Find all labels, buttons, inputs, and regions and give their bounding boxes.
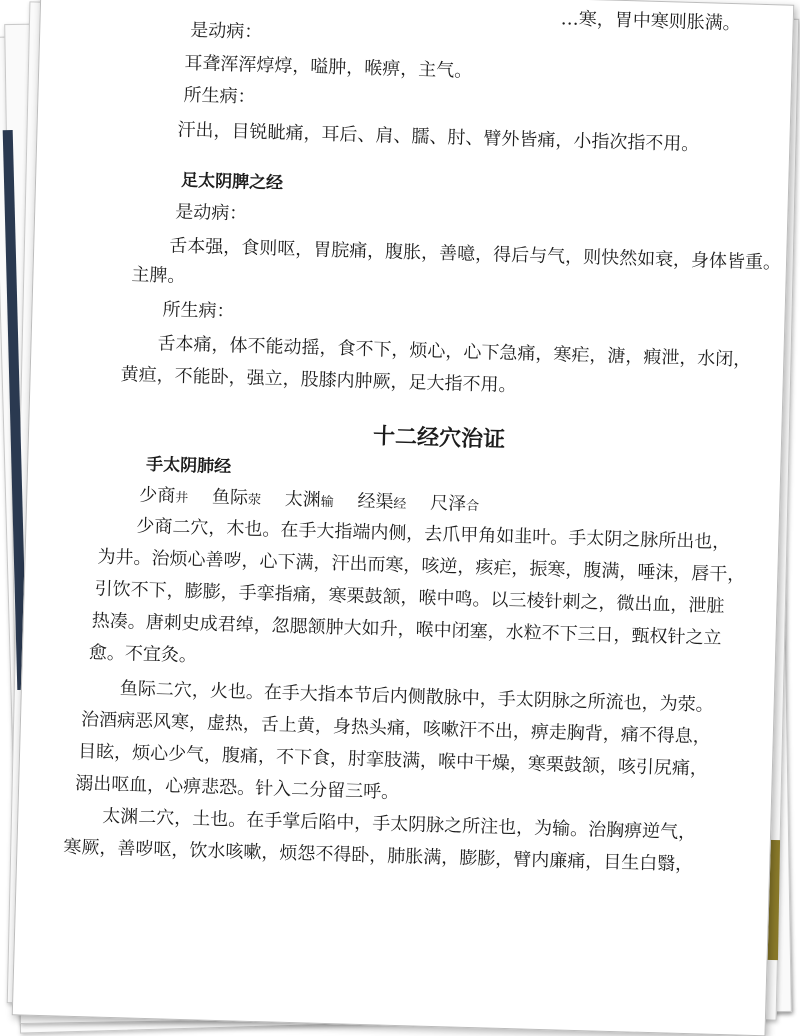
- suoshengbing-text-line: 舌本痛，体不能动摇，食不下，烦心，心下急痛，寒疟，溏，瘕泄，水闭，: [157, 333, 752, 371]
- paragraph-line: 目眩，烦心少气，腹痛，不下食，肘挛肢满，喉中干燥，寒栗鼓颔，咳引尻痛，: [77, 741, 709, 780]
- dongbing-text-line: 主脾。: [131, 264, 186, 287]
- book-page: [12, 0, 795, 1036]
- chapter-title: 十二经穴治证: [372, 424, 506, 453]
- paragraph-line: 寒厥，善哕呕，饮水咳嗽，烦怨不得卧，肺胀满，膨膨，臂内廉痛，目生白翳，: [63, 836, 694, 876]
- acupoint-item: 尺泽合: [429, 492, 480, 515]
- suoshengbing-text: 汗出，目锐眦痛，耳后、肩、臑、肘、臂外皆痛，小指次指不用。: [177, 119, 700, 156]
- acupoint-item: 鱼际荥: [211, 486, 262, 509]
- subheading-lung-meridian: 手太阴肺经: [145, 454, 232, 478]
- paragraph-line: 治酒病恶风寒，虚热，舌上黄，身热头痛，咳嗽汗不出，痹走胸背，痛不得息，: [80, 709, 712, 748]
- section-heading-spleen: 足太阴脾之经: [180, 170, 284, 194]
- dongbing-text: 耳聋浑浑焞焞，嗌肿，喉痹，主气。: [184, 52, 473, 82]
- paragraph-line: 为井。治烦心善哕，心下满，汗出而寒，咳逆，痎疟，振寒，腹满，唾沫，唇干，: [97, 546, 746, 586]
- paragraph-line: 溺出呕血，心痹悲恐。针入二分留三呼。: [74, 772, 400, 803]
- acupoint-item: 少商井: [139, 484, 189, 507]
- paragraph-line: 热凑。唐刺史成君绰，忽腮颔肿大如升，喉中闭塞，水粒不下三日，甄权针之立: [91, 610, 722, 649]
- acupoint-item: 经渠经: [357, 490, 407, 513]
- paragraph-line: 鱼际二穴，火也。在手大指本节后内侧散脉中，手太阴脉之所流也，为荥。: [119, 678, 714, 716]
- paragraph-line: 引饮不下，膨膨，手挛指痛，寒栗鼓颔，喉中鸣。以三棱针刺之，微出血，泄脏: [94, 578, 725, 618]
- acupoint-item: 太渊输: [284, 488, 334, 511]
- dongbing-text-line: 舌本强，食则呕，胃脘痛，腹胀，善噫，得后与气，则快然如衰，身体皆重。: [168, 235, 782, 274]
- paragraph-line: 少商二穴，木也。在手大指端内侧，去爪甲角如韭叶。手太阴之脉所出也，: [136, 515, 731, 554]
- dongbing-label: 是动病：: [174, 201, 248, 225]
- dongbing-label: 是动病：: [190, 19, 263, 43]
- acupoint-list: [139, 484, 480, 519]
- top-cut-line-left: [231, 0, 268, 3]
- suoshengbing-text-line: 黄疸，不能卧，强立，股膝内肿厥，足大指不用。: [120, 364, 517, 397]
- top-cut-line-right: …寒，胃中寒则胀满。: [560, 8, 742, 35]
- paragraph-line: 太渊二穴，土也。在手掌后陷中，手太阴脉之所注也，为输。治胸痹逆气，: [102, 805, 697, 844]
- paragraph-line: 愈。不宜灸。: [88, 642, 198, 667]
- suoshengbing-label: 所生病：: [162, 299, 235, 323]
- suoshengbing-label: 所生病：: [183, 84, 256, 108]
